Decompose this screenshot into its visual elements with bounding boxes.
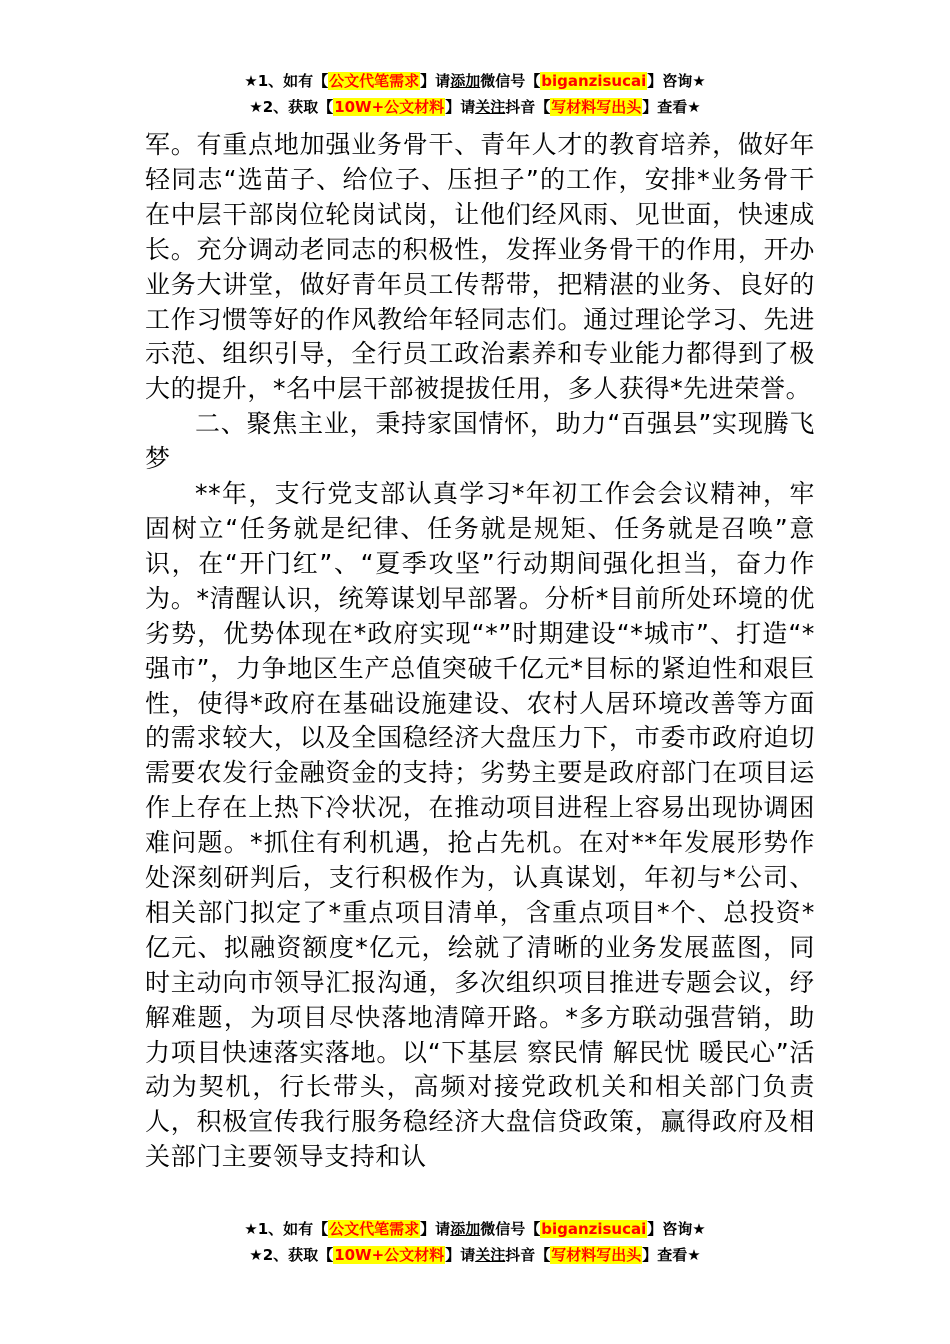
promo-line-1 bbox=[0, 68, 950, 94]
promo-line-1 bbox=[0, 1216, 950, 1242]
promo-text: 】咨询★ bbox=[647, 72, 706, 90]
promo-text: ★1、如有【 bbox=[244, 72, 329, 90]
promo-text: ★2、获取【 bbox=[249, 1246, 334, 1264]
promo-text: 】请 bbox=[420, 72, 451, 90]
highlight-douyin-id: 写材料写出头 bbox=[551, 98, 642, 116]
promo-emphasis: 添加 bbox=[450, 72, 481, 90]
paragraph-continuation: 军。有重点地加强业务骨干、青年人才的教育培养，做好年轻同志“选苗子、给位子、压担子”的工作，安排*业务骨干在中层干部岗位轮岗试岗，让他们经风雨、见世面，快速成长。充分调动老同志的积极性，发挥业务骨干的作用，开办业务大讲堂，做好青年员工传帮带，把精湛的业务、良好的工作习惯等好的作风教给年轻同志们。通过理论学习、先进示范、组织引导，全行员工政治素养和专业能力都得到了极大的提升，*名中层干部被提拔任用，多人获得*先进荣誉。 bbox=[145, 130, 815, 404]
promo-banner-top bbox=[0, 68, 950, 120]
promo-text: ★1、如有【 bbox=[244, 1220, 329, 1238]
promo-text: 微信号【 bbox=[480, 72, 541, 90]
highlight-service: 公文代笔需求 bbox=[329, 1220, 420, 1238]
promo-text: 抖音【 bbox=[505, 98, 551, 116]
highlight-materials: 10W+公文材料 bbox=[334, 1246, 445, 1264]
document-body bbox=[145, 128, 815, 1175]
highlight-service: 公文代笔需求 bbox=[329, 72, 420, 90]
promo-text: 微信号【 bbox=[480, 1220, 541, 1238]
promo-emphasis: 关注 bbox=[475, 1246, 506, 1264]
highlight-wechat-id: biganzisucai bbox=[541, 72, 647, 90]
highlight-wechat-id: biganzisucai bbox=[541, 1220, 647, 1238]
promo-emphasis: 关注 bbox=[475, 98, 506, 116]
paragraph-section-two: **年，支行党支部认真学习*年初工作会会议精神，牢固树立“任务就是纪律、任务就是规矩、任务就是召唤”意识，在“开门红”、“夏季攻坚”行动期间强化担当，奋力作为。*清醒认识，统筹谋划早部署。分析*目前所处环境的优劣势，优势体现在*政府实现“*”时期建设“*城市”、打造“*强市”，力争地区生产总值突破千亿元*目标的紧迫性和艰巨性，使得*政府在基础设施建设、农村人居环境改善等方面的需求较大，以及全国稳经济大盘压力下，市委市政府迫切需要农发行金融资金的支持；劣势主要是政府部门在项目运作上存在上热下冷状况，在推动项目进程上容易出现协调困难问题。*抓住有利机遇，抢占先机。在对**年发展形势作处深刻研判后，支行积极作为，认真谋划，年初与*公司、相关部门拟定了*重点项目清单，含重点项目*个、总投资*亿元、拟融资额度*亿元，绘就了清晰的业务发展蓝图，同时主动向市领导汇报沟通，多次组织项目推进专题会议，纾解难题，为项目尽快落地清障开路。*多方联动强营销，助力项目快速落实落地。以“下基层 察民情 解民忧 暖民心”活动为契机，行长带头，高频对接党政机关和相关部门负责人，积极宣传我行服务稳经济大盘信贷政策，赢得政府及相关部门主要领导支持和认 bbox=[145, 479, 815, 1172]
section-heading: 二、聚焦主业，秉持家国情怀，助力“百强县”实现腾飞梦 bbox=[145, 409, 815, 474]
promo-text: 】请 bbox=[420, 1220, 451, 1238]
promo-line-2 bbox=[0, 94, 950, 120]
promo-banner-bottom bbox=[0, 1216, 950, 1268]
promo-text: 】咨询★ bbox=[647, 1220, 706, 1238]
promo-text: 抖音【 bbox=[505, 1246, 551, 1264]
promo-line-2 bbox=[0, 1242, 950, 1268]
promo-text: 】请 bbox=[445, 98, 476, 116]
promo-text: 】查看★ bbox=[642, 1246, 701, 1264]
promo-text: 】查看★ bbox=[642, 98, 701, 116]
highlight-douyin-id: 写材料写出头 bbox=[551, 1246, 642, 1264]
promo-emphasis: 添加 bbox=[450, 1220, 481, 1238]
promo-text: ★2、获取【 bbox=[249, 98, 334, 116]
promo-text: 】请 bbox=[445, 1246, 476, 1264]
highlight-materials: 10W+公文材料 bbox=[334, 98, 445, 116]
